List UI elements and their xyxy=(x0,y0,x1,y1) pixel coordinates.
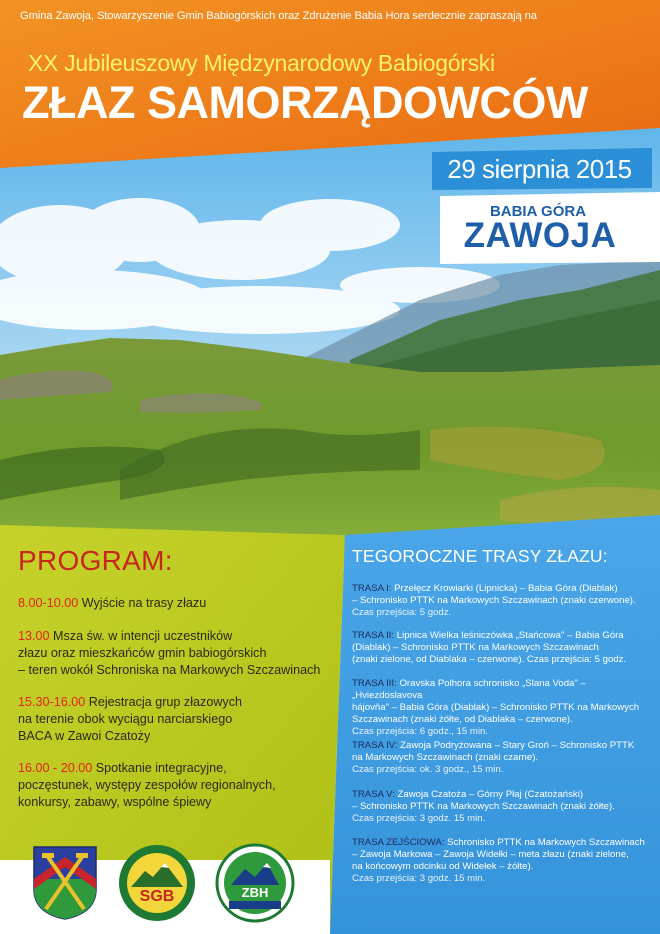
sgb-logo-text: SGB xyxy=(139,888,175,905)
program-text: konkursy, zabawy, wspólne śpiewy xyxy=(18,795,212,809)
program-text: – teren wokół Schroniska na Markowych Szczawinach xyxy=(18,663,321,677)
program-item xyxy=(18,694,323,745)
route-name: TRASA ZEJŚCIOWA: xyxy=(352,837,445,848)
program-text: poczęstunek, występy zespołów regionalnych, xyxy=(18,778,276,792)
route-item xyxy=(352,678,648,738)
route-text: hájovňa" – Babia Góra (Diablak) – Schronisko PTTK na Markowych xyxy=(352,702,640,713)
route-name: TRASA I: xyxy=(352,583,392,594)
program-text: na terenie obok wyciągu narciarskiego xyxy=(18,712,233,726)
route-text: – Zawoja Markowa – Zawoja Widełki – meta złazu (znaki zielone, xyxy=(352,849,629,860)
program-item xyxy=(18,760,323,811)
event-date: 29 sierpnia 2015 xyxy=(447,154,632,184)
event-subtitle: XX Jubileuszowy Międzynarodowy Babiogórski xyxy=(28,50,495,76)
route-text: Przełęcz Krowiarki (Lipnicka) – Babia Góra (Diablak) xyxy=(391,583,618,594)
program-item xyxy=(18,595,323,612)
program-time: 13.00 xyxy=(18,629,50,643)
program-heading: PROGRAM: xyxy=(18,545,173,576)
route-duration: Czas przejścia: ok. 3 godz., 15 min. xyxy=(352,764,504,775)
route-name: TRASA III: xyxy=(352,678,397,689)
route-item xyxy=(352,837,648,885)
sgb-logo-icon xyxy=(117,843,197,923)
program-text: Msza św. w intencji uczestników xyxy=(49,629,233,643)
place-name-small: BABIA GÓRA xyxy=(489,203,587,220)
route-duration: Czas przejścia: 5 godz. xyxy=(352,607,452,618)
route-duration: Czas przejścia: 3 godz. 15 min. xyxy=(352,813,486,824)
program-time: 16.00 - 20.00 xyxy=(18,761,93,775)
zbh-logo-text: ZBH xyxy=(241,885,269,900)
route-text: na końcowym odcinku od Widełek – żółte). xyxy=(352,861,534,872)
place-name-big: ZAWOJA xyxy=(463,216,617,255)
route-text: Schronisko PTTK na Markowych Szczawinach xyxy=(444,837,645,848)
program-text: Rejestracja grup złazowych xyxy=(85,695,243,709)
invitation-text: Gmina Zawoja, Stowarzyszenie Gmin Babiogórskich oraz Zdrużenie Babia Hora serdecznie zapraszają na xyxy=(20,10,537,22)
route-text: Szczawinach (znaki żółte, od Diablaka – czerwone). xyxy=(352,714,573,725)
route-text: Oravska Polhora schronisko „Slana Voda" – „Hviezdoslavova xyxy=(352,678,586,701)
route-item xyxy=(352,583,648,619)
route-item xyxy=(352,740,648,776)
event-title: ZŁAZ SAMORZĄDOWCÓW xyxy=(22,77,588,128)
route-text: – Schronisko PTTK na Markowych Szczawinach (znaki czerwone). xyxy=(352,595,636,606)
routes-heading: TEGOROCZNE TRASY ZŁAZU: xyxy=(352,546,608,566)
program-item xyxy=(18,628,323,679)
route-duration: Czas przejścia: 6 godz., 15 min. xyxy=(352,726,488,737)
route-text: (Diablak) – Schronisko PTTK na Markowych Szczawinach xyxy=(352,642,599,653)
route-name: TRASA V: xyxy=(352,789,395,800)
program-time: 15.30-16.00 xyxy=(18,695,86,709)
program-text: złazu oraz mieszkańców gmin babiogórskich xyxy=(18,646,267,660)
route-text: na Markowych Szczawinach (znaki czarne). xyxy=(352,752,539,763)
route-name: TRASA II: xyxy=(352,630,395,641)
program-text: Spotkanie integracyjne, xyxy=(92,761,227,775)
zbh-logo-icon xyxy=(215,843,295,923)
route-text: Zawoja Czatoża – Górny Płaj (Czatożański) xyxy=(394,789,584,800)
route-text: – Schronisko PTTK na Markowych Szczawinach (znaki żółte). xyxy=(352,801,615,812)
zawoja-coat-of-arms-icon xyxy=(30,843,100,921)
program-text: Wyjście na trasy złazu xyxy=(78,596,207,610)
program-time: 8.00-10.00 xyxy=(18,596,79,610)
route-text: (znaki zielone, od Diablaka – czerwone). Czas przejścia: 5 godz. xyxy=(352,654,627,665)
route-duration: Czas przejścia: 3 godz. 15 min. xyxy=(352,873,486,884)
program-text: BACA w Zawoi Czatoży xyxy=(18,729,151,743)
route-item xyxy=(352,789,648,825)
route-name: TRASA IV: xyxy=(352,740,398,751)
route-item xyxy=(352,630,648,666)
route-text: Zawoja Podryżowana – Stary Groń – Schronisko PTTK xyxy=(397,740,635,751)
route-text: Lipnica Wielka leśniczówka „Stańcowa" – Babia Góra xyxy=(394,630,624,641)
